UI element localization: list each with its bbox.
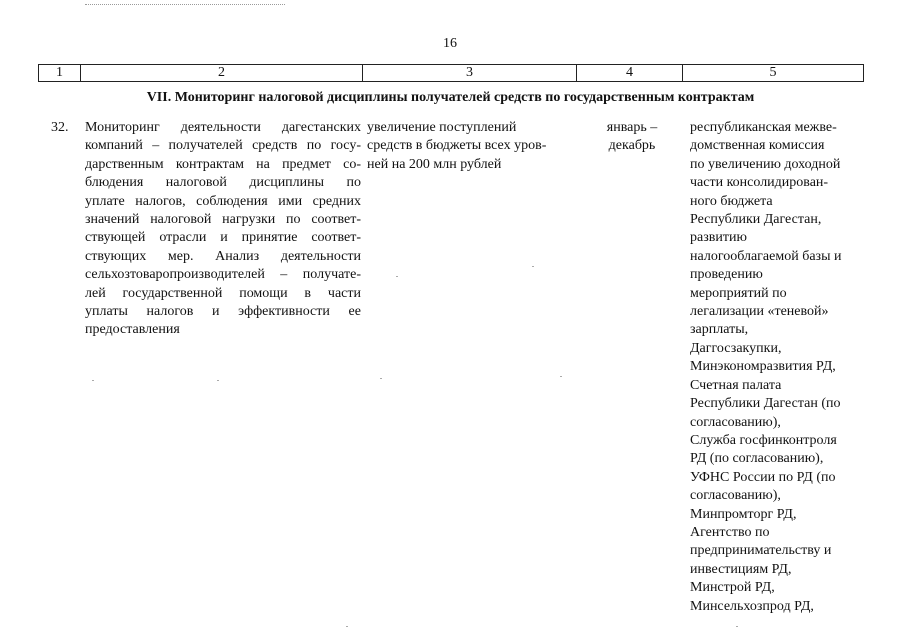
executor-line: домственная комиссия <box>690 138 825 154</box>
scan-speck <box>217 380 219 381</box>
scan-speck <box>560 376 562 377</box>
description-line: уплате налогов, соблюдения ими средних <box>85 193 361 209</box>
scan-speck <box>736 626 738 627</box>
description-line: уплаты налогов и эффективности ее <box>85 303 361 319</box>
result-line: увеличение поступлений <box>367 120 517 135</box>
expected-result <box>367 119 567 174</box>
executor-line: развитию <box>690 230 747 246</box>
result-line: ней на 200 млн рублей <box>367 156 502 172</box>
executor-line: Минсельхозпрод РД, <box>690 598 814 614</box>
header-col-2: 2 <box>81 65 363 82</box>
executor-line: согласованию), <box>690 488 781 504</box>
executor-line: части консолидирован- <box>690 175 829 191</box>
result-line: средств в бюджеты всех уров- <box>367 138 547 154</box>
executor-line: республиканская межве- <box>690 120 837 135</box>
executor-line: Счетная палата <box>690 377 782 393</box>
scan-speck <box>396 276 398 277</box>
scan-speck <box>346 626 348 627</box>
executor-line: по увеличению доходной <box>690 156 841 172</box>
executor-line: РД (по согласованию), <box>690 451 824 467</box>
executor-line: Республики Дагестан (по <box>690 396 841 412</box>
executor-line: УФНС России по РД (по <box>690 469 836 485</box>
description-line: значений налоговой нагрузки по соответ- <box>85 211 361 227</box>
description-line: ствующих мер. Анализ деятельности <box>85 248 361 264</box>
page-number: 16 <box>443 36 457 51</box>
description-line: ствующей отрасли и принятие соответ- <box>85 230 361 246</box>
executor-line: Даггосзакупки, <box>690 340 782 356</box>
executor-line: Республики Дагестан, <box>690 212 822 228</box>
deadline-line: декабрь <box>608 138 656 154</box>
executor-line: ного бюджета <box>690 193 773 209</box>
executor-line: Минэкономразвития РД, <box>690 359 836 375</box>
column-number-header <box>38 64 864 82</box>
measure-description <box>85 119 361 340</box>
responsible-executors <box>690 119 865 616</box>
scan-artifact-line <box>85 4 285 6</box>
executor-line: Агентство по <box>690 524 770 540</box>
description-line: блюдения налоговой дисциплины по <box>85 175 361 191</box>
description-line: Мониторинг деятельности дагестанских <box>85 120 361 135</box>
header-col-3: 3 <box>363 65 577 82</box>
header-col-4: 4 <box>577 65 683 82</box>
executor-line: зарплаты, <box>690 322 749 338</box>
description-line: дарственным контрактам на предмет со- <box>85 156 361 172</box>
executor-line: налогооблагаемой базы и <box>690 248 842 264</box>
description-line: лей государственной помощи в части <box>85 285 361 301</box>
scan-speck <box>92 380 94 381</box>
executor-line: Минстрой РД, <box>690 580 775 596</box>
executor-line: легализации «теневой» <box>690 304 829 320</box>
executor-line: инвестициям РД, <box>690 561 792 577</box>
scan-speck <box>532 266 534 267</box>
executor-line: согласованию), <box>690 414 781 430</box>
description-line: предоставления <box>85 322 180 338</box>
executor-line: предпринимательству и <box>690 543 832 559</box>
description-line: компаний – получателей средств по госу- <box>85 138 361 154</box>
header-col-5: 5 <box>683 65 864 82</box>
header-row <box>39 65 864 82</box>
scan-speck <box>380 378 382 379</box>
section-title: VII. Мониторинг налоговой дисциплины получателей средств по государственным контрактам <box>146 90 755 105</box>
executor-line: проведению <box>690 267 763 283</box>
row-number: 32. <box>51 120 69 135</box>
header-col-1: 1 <box>39 65 81 82</box>
executor-line: мероприятий по <box>690 285 787 301</box>
deadline <box>594 119 670 156</box>
executor-line: Служба госфинконтроля <box>690 432 837 448</box>
deadline-line: январь – <box>606 120 658 135</box>
description-line: сельхозтоваропроизводителей – получате- <box>85 267 361 283</box>
executor-line: Минпромторг РД, <box>690 506 797 522</box>
